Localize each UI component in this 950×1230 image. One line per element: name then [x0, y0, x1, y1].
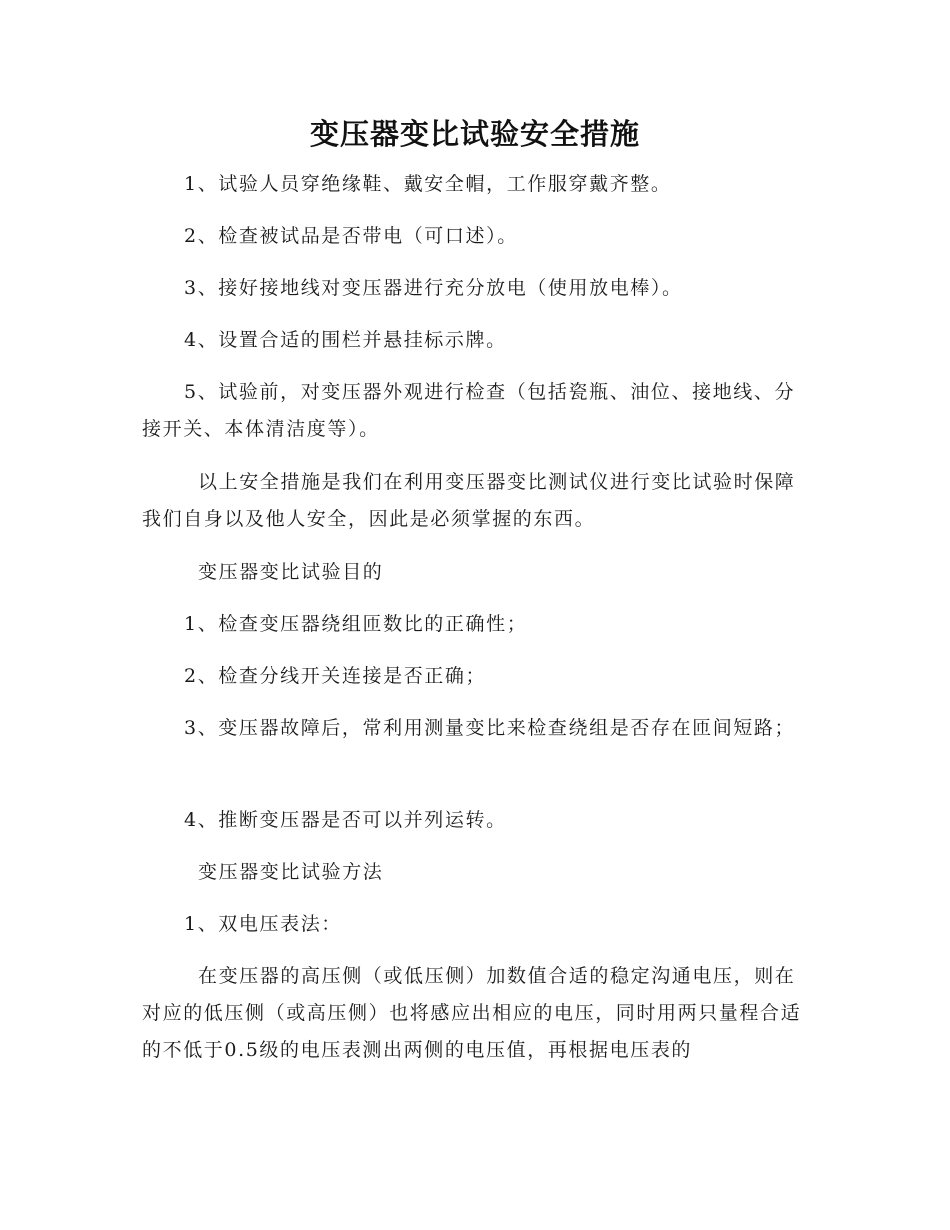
- safety-item-5: 5、试验前，对变压器外观进行检查（包括瓷瓶、油位、接地线、分接开关、本体清洁度等）。: [142, 381, 796, 440]
- safety-item-3: 3、接好接地线对变压器进行充分放电（使用放电棒）。: [184, 277, 683, 299]
- safety-item-4: 4、设置合适的围栏并悬挂标示牌。: [184, 329, 507, 351]
- safety-summary-paragraph: 以上安全措施是我们在利用变压器变比测试仪进行变比试验时保障我们自身以及他人安全，因此是必须掌握的东西。: [142, 471, 796, 530]
- purpose-heading: 变压器变比试验目的: [198, 561, 384, 583]
- method-item-1: 1、双电压表法：: [184, 913, 342, 935]
- purpose-item-2: 2、检查分线开关连接是否正确；: [184, 665, 487, 687]
- safety-item-2: 2、检查被试品是否带电（可口述）。: [184, 225, 518, 247]
- safety-item-1: 1、试验人员穿绝缘鞋、戴安全帽，工作服穿戴齐整。: [184, 173, 672, 195]
- purpose-item-4: 4、推断变压器是否可以并列运转。: [184, 809, 507, 831]
- method-heading: 变压器变比试验方法: [198, 861, 384, 883]
- document-title: 变压器变比试验安全措施: [309, 117, 640, 151]
- purpose-item-1: 1、检查变压器绕组匝数比的正确性；: [184, 613, 528, 635]
- purpose-item-3: 3、变压器故障后，常利用测量变比来检查绕组是否存在匝间短路；: [184, 717, 796, 739]
- method-description-paragraph: 在变压器的高压侧（或低压侧）加数值合适的稳定沟通电压，则在对应的低压侧（或高压侧）也将感应出相应的电压，同时用两只量程合适的不低于0.5级的电压表测出两侧的电压值，再根据电压表的: [142, 965, 802, 1061]
